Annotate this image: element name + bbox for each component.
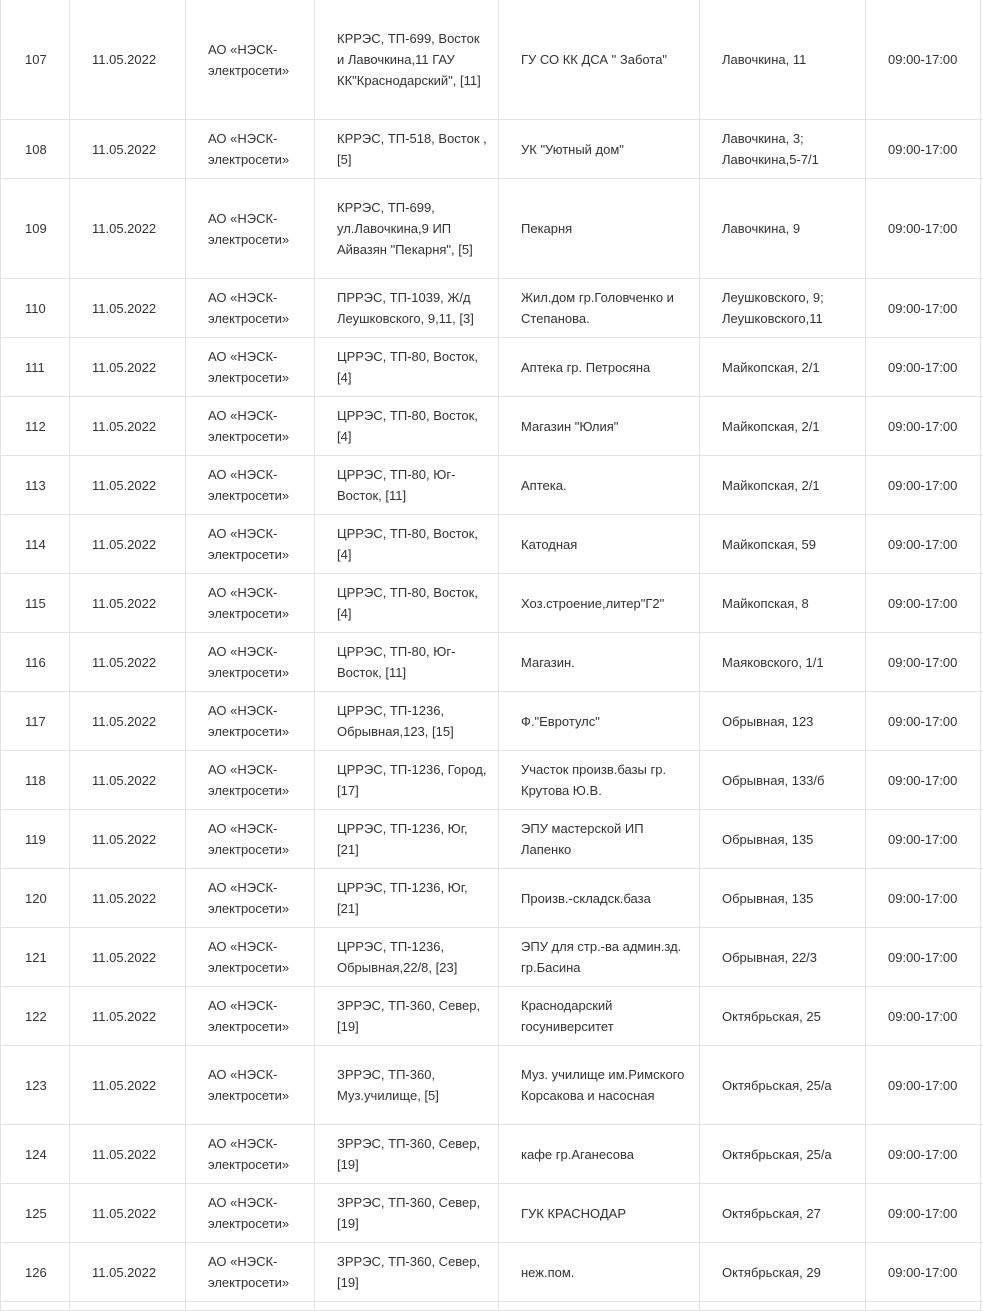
organization: АО «НЭСК-электросети» — [186, 810, 315, 869]
row-number: 116 — [1, 633, 70, 692]
empty-cell — [499, 1302, 700, 1311]
outage-time: 09:00-17:00 — [866, 179, 981, 279]
power-source: ЦРРЭС, ТП-1236, Город, [17] — [315, 751, 499, 810]
address: Обрывная, 123 — [700, 692, 866, 751]
row-number: 120 — [1, 869, 70, 928]
outage-time: 09:00-17:00 — [866, 869, 981, 928]
organization: АО «НЭСК-электросети» — [186, 515, 315, 574]
outage-date: 11.05.2022 — [70, 338, 186, 397]
address: Обрывная, 133/б — [700, 751, 866, 810]
row-number: 126 — [1, 1243, 70, 1302]
organization: АО «НЭСК-электросети» — [186, 751, 315, 810]
consumer: Хоз.строение,литер"Г2" — [499, 574, 700, 633]
power-source: ЦРРЭС, ТП-1236, Обрывная,123, [15] — [315, 692, 499, 751]
power-source: ЦРРЭС, ТП-80, Восток, [4] — [315, 338, 499, 397]
organization: АО «НЭСК-электросети» — [186, 456, 315, 515]
power-source: ЦРРЭС, ТП-1236, Юг, [21] — [315, 810, 499, 869]
organization: АО «НЭСК-электросети» — [186, 692, 315, 751]
power-source: ЦРРЭС, ТП-80, Восток, [4] — [315, 515, 499, 574]
organization: АО «НЭСК-электросети» — [186, 397, 315, 456]
address: Октябрьская, 29 — [700, 1243, 866, 1302]
row-number: 112 — [1, 397, 70, 456]
empty-cell — [186, 1302, 315, 1311]
address: Октябрьская, 25/а — [700, 1046, 866, 1125]
outage-time: 09:00-17:00 — [866, 987, 981, 1046]
organization: АО «НЭСК-электросети» — [186, 179, 315, 279]
row-number: 114 — [1, 515, 70, 574]
organization: АО «НЭСК-электросети» — [186, 869, 315, 928]
address: Обрывная, 135 — [700, 810, 866, 869]
power-source: ЦРРЭС, ТП-1236, Обрывная,22/8, [23] — [315, 928, 499, 987]
row-number: 125 — [1, 1184, 70, 1243]
outage-date: 11.05.2022 — [70, 692, 186, 751]
outage-date: 11.05.2022 — [70, 120, 186, 179]
row-number: 115 — [1, 574, 70, 633]
organization: АО «НЭСК-электросети» — [186, 1243, 315, 1302]
power-source: ЦРРЭС, ТП-1236, Юг, [21] — [315, 869, 499, 928]
table-row — [1, 574, 983, 633]
outage-time: 09:00-17:00 — [866, 928, 981, 987]
outage-date: 11.05.2022 — [70, 515, 186, 574]
outage-time: 09:00-17:00 — [866, 1046, 981, 1125]
outage-date: 11.05.2022 — [70, 1046, 186, 1125]
power-source: ЦРРЭС, ТП-80, Юг-Восток, [11] — [315, 633, 499, 692]
organization: АО «НЭСК-электросети» — [186, 338, 315, 397]
table-row — [1, 1046, 983, 1125]
table-row — [1, 1243, 983, 1302]
consumer: ГУК КРАСНОДАР — [499, 1184, 700, 1243]
outage-time: 09:00-17:00 — [866, 515, 981, 574]
row-number: 108 — [1, 120, 70, 179]
outage-time: 09:00-17:00 — [866, 1184, 981, 1243]
consumer: ЭПУ для стр.-ва админ.зд. гр.Басина — [499, 928, 700, 987]
organization: АО «НЭСК-электросети» — [186, 574, 315, 633]
power-source: ЗРРЭС, ТП-360, Север, [19] — [315, 987, 499, 1046]
outage-time: 09:00-17:00 — [866, 692, 981, 751]
empty-cell — [70, 1302, 186, 1311]
consumer: Муз. училище им.Римского Корсакова и насосная — [499, 1046, 700, 1125]
consumer: Магазин. — [499, 633, 700, 692]
outage-date: 11.05.2022 — [70, 574, 186, 633]
outage-date: 11.05.2022 — [70, 1243, 186, 1302]
table-row — [1, 279, 983, 338]
outage-date: 11.05.2022 — [70, 1184, 186, 1243]
consumer: Пекарня — [499, 179, 700, 279]
empty-cell — [1, 1302, 70, 1311]
address: Маяковского, 1/1 — [700, 633, 866, 692]
row-number: 122 — [1, 987, 70, 1046]
table-row-cut-off — [1, 1302, 983, 1311]
power-source: КРРЭС, ТП-518, Восток , [5] — [315, 120, 499, 179]
consumer: ЭПУ мастерской ИП Лапенко — [499, 810, 700, 869]
address: Октябрьская, 25 — [700, 987, 866, 1046]
table-row — [1, 120, 983, 179]
table-row — [1, 692, 983, 751]
address: Майкопская, 2/1 — [700, 456, 866, 515]
outage-time: 09:00-17:00 — [866, 120, 981, 179]
outage-time: 09:00-17:00 — [866, 1243, 981, 1302]
row-number: 121 — [1, 928, 70, 987]
address: Октябрьская, 25/а — [700, 1125, 866, 1184]
consumer: кафе гр.Аганесова — [499, 1125, 700, 1184]
row-number: 123 — [1, 1046, 70, 1125]
outage-time: 09:00-17:00 — [866, 633, 981, 692]
address: Октябрьская, 27 — [700, 1184, 866, 1243]
power-source: ЦРРЭС, ТП-80, Восток, [4] — [315, 574, 499, 633]
organization: АО «НЭСК-электросети» — [186, 120, 315, 179]
outage-date: 11.05.2022 — [70, 1125, 186, 1184]
power-source: ПРРЭС, ТП-1039, Ж/д Леушковского, 9,11, [3] — [315, 279, 499, 338]
power-source: ЗРРЭС, ТП-360, Муз.училище, [5] — [315, 1046, 499, 1125]
power-source: ЦРРЭС, ТП-80, Восток, [4] — [315, 397, 499, 456]
table-row — [1, 0, 983, 120]
table-row — [1, 987, 983, 1046]
address: Обрывная, 22/3 — [700, 928, 866, 987]
consumer: УК "Уютный дом" — [499, 120, 700, 179]
address: Майкопская, 8 — [700, 574, 866, 633]
row-number: 111 — [1, 338, 70, 397]
outage-date: 11.05.2022 — [70, 456, 186, 515]
empty-cell — [866, 1302, 981, 1311]
address: Майкопская, 59 — [700, 515, 866, 574]
table-row — [1, 810, 983, 869]
outage-time: 09:00-17:00 — [866, 1125, 981, 1184]
row-number: 109 — [1, 179, 70, 279]
outage-time: 09:00-17:00 — [866, 0, 981, 120]
organization: АО «НЭСК-электросети» — [186, 928, 315, 987]
organization: АО «НЭСК-электросети» — [186, 1046, 315, 1125]
address: Лавочкина, 9 — [700, 179, 866, 279]
table-row — [1, 515, 983, 574]
power-source: ЦРРЭС, ТП-80, Юг-Восток, [11] — [315, 456, 499, 515]
table-row — [1, 338, 983, 397]
address: Майкопская, 2/1 — [700, 338, 866, 397]
table-row — [1, 751, 983, 810]
address: Лавочкина, 3; Лавочкина,5-7/1 — [700, 120, 866, 179]
row-number: 119 — [1, 810, 70, 869]
table-row — [1, 633, 983, 692]
empty-cell — [700, 1302, 866, 1311]
consumer: Ф."Евротулс" — [499, 692, 700, 751]
organization: АО «НЭСК-электросети» — [186, 0, 315, 120]
row-number: 118 — [1, 751, 70, 810]
outage-date: 11.05.2022 — [70, 397, 186, 456]
row-number: 117 — [1, 692, 70, 751]
table-row — [1, 456, 983, 515]
outage-time: 09:00-17:00 — [866, 751, 981, 810]
table-row — [1, 397, 983, 456]
row-number: 113 — [1, 456, 70, 515]
organization: АО «НЭСК-электросети» — [186, 1125, 315, 1184]
table-row — [1, 928, 983, 987]
outage-time: 09:00-17:00 — [866, 574, 981, 633]
outage-date: 11.05.2022 — [70, 0, 186, 120]
consumer: Магазин "Юлия" — [499, 397, 700, 456]
power-source: КРРЭС, ТП-699, Восток и Лавочкина,11 ГАУ КК"Краснодарский", [11] — [315, 0, 499, 120]
row-number: 124 — [1, 1125, 70, 1184]
consumer: Участок произв.базы гр. Крутова Ю.В. — [499, 751, 700, 810]
consumer: ГУ СО КК ДСА " Забота" — [499, 0, 700, 120]
outage-time: 09:00-17:00 — [866, 397, 981, 456]
organization: АО «НЭСК-электросети» — [186, 987, 315, 1046]
outage-time: 09:00-17:00 — [866, 810, 981, 869]
consumer: Катодная — [499, 515, 700, 574]
address: Лавочкина, 11 — [700, 0, 866, 120]
address: Леушковского, 9; Леушковского,11 — [700, 279, 866, 338]
consumer: неж.пом. — [499, 1243, 700, 1302]
organization: АО «НЭСК-электросети» — [186, 633, 315, 692]
outage-date: 11.05.2022 — [70, 987, 186, 1046]
address: Майкопская, 2/1 — [700, 397, 866, 456]
outage-date: 11.05.2022 — [70, 869, 186, 928]
power-source: КРРЭС, ТП-699, ул.Лавочкина,9 ИП Айвазян "Пекарня", [5] — [315, 179, 499, 279]
row-number: 110 — [1, 279, 70, 338]
outage-date: 11.05.2022 — [70, 633, 186, 692]
consumer: Краснодарский госуниверситет — [499, 987, 700, 1046]
power-source: ЗРРЭС, ТП-360, Север, [19] — [315, 1125, 499, 1184]
outage-date: 11.05.2022 — [70, 928, 186, 987]
empty-cell — [315, 1302, 499, 1311]
table-row — [1, 869, 983, 928]
outage-time: 09:00-17:00 — [866, 456, 981, 515]
organization: АО «НЭСК-электросети» — [186, 279, 315, 338]
power-source: ЗРРЭС, ТП-360, Север, [19] — [315, 1184, 499, 1243]
table-body — [1, 0, 983, 1311]
outage-date: 11.05.2022 — [70, 179, 186, 279]
organization: АО «НЭСК-электросети» — [186, 1184, 315, 1243]
row-number: 107 — [1, 0, 70, 120]
table-row — [1, 1125, 983, 1184]
outage-time: 09:00-17:00 — [866, 279, 981, 338]
consumer: Аптека гр. Петросяна — [499, 338, 700, 397]
consumer: Аптека. — [499, 456, 700, 515]
consumer: Произв.-складск.база — [499, 869, 700, 928]
outage-date: 11.05.2022 — [70, 751, 186, 810]
consumer: Жил.дом гр.Головченко и Степанова. — [499, 279, 700, 338]
table-row — [1, 179, 983, 279]
outage-time: 09:00-17:00 — [866, 338, 981, 397]
outage-date: 11.05.2022 — [70, 279, 186, 338]
outage-date: 11.05.2022 — [70, 810, 186, 869]
table-row — [1, 1184, 983, 1243]
address: Обрывная, 135 — [700, 869, 866, 928]
power-source: ЗРРЭС, ТП-360, Север, [19] — [315, 1243, 499, 1302]
